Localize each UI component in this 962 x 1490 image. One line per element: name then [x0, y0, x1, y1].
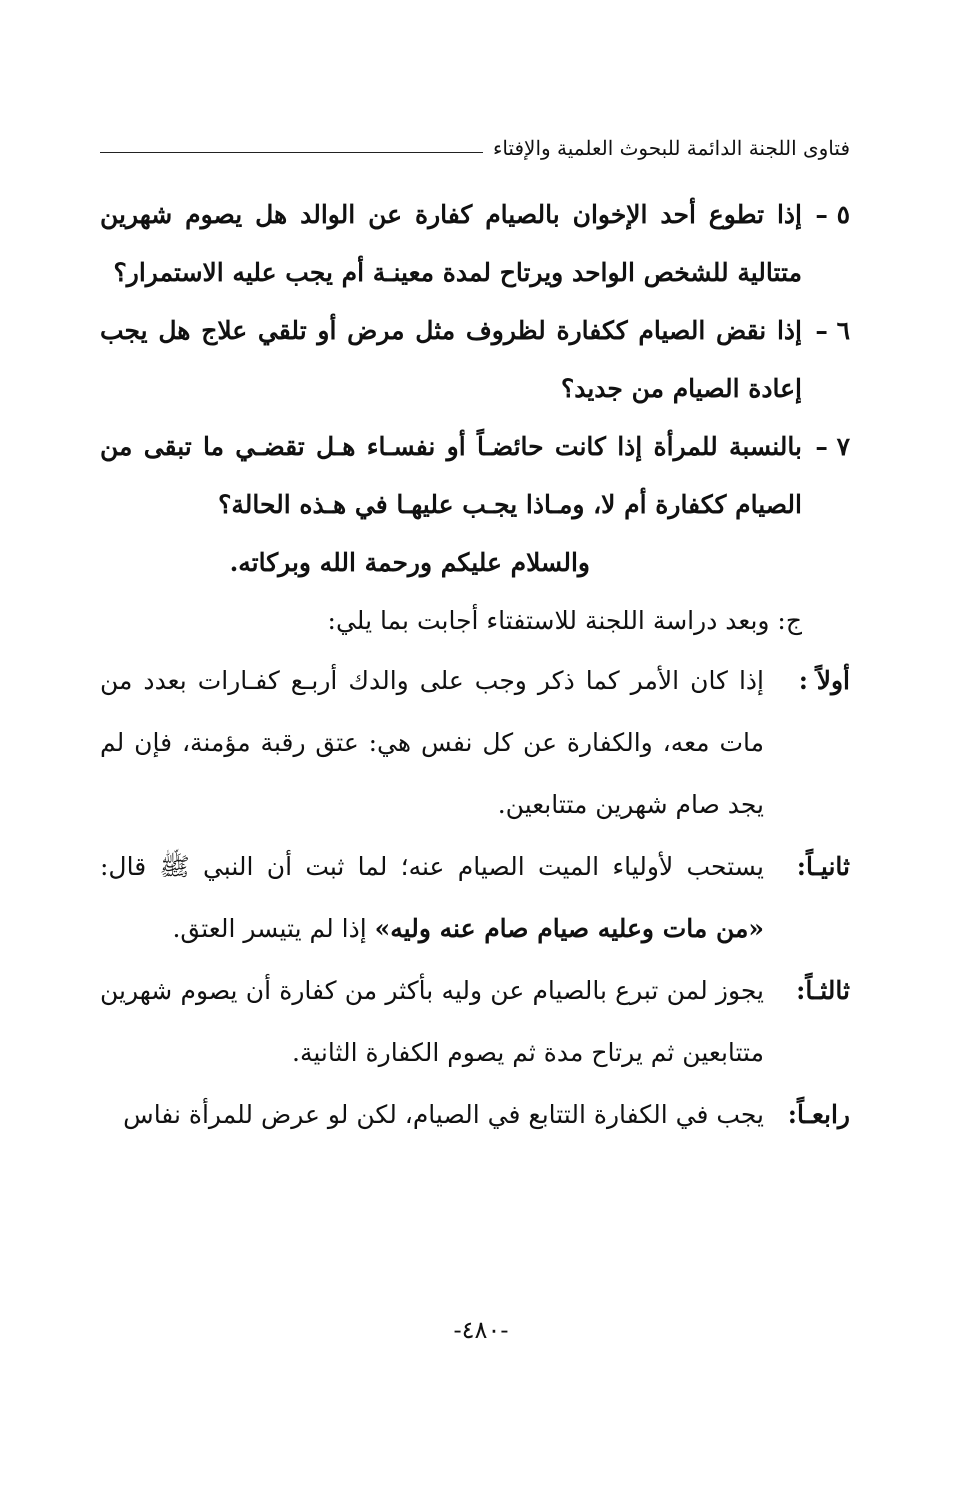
page-body — [100, 186, 850, 1146]
hadith-quote: «من مات وعليه صيام صام عنه وليه» — [374, 914, 764, 943]
page-number: -٤٨٠- — [453, 1316, 509, 1344]
point-label: أولاً : — [798, 666, 850, 695]
closing-greeting: والسلام عليكم ورحمة الله وبركاته. — [229, 548, 590, 577]
question-number: ٧ – — [815, 432, 850, 461]
point-text: يجوز لمن تبرع بالصيام عن وليه بأكثر من كفارة أن يصوم شهرين متتابعين ثم يرتاح مدة ثم يصوم الكفارة الثانية. — [100, 976, 764, 1067]
question-7 — [100, 418, 850, 534]
question-text: بالنسبة للمرأة إذا كانت حائضـاً أو نفسـاء هـل تقضـي ما تبقى من الصيام ككفارة أم لا، ومـاذا يجـب عليهـا في هـذه الحالة؟ — [100, 432, 802, 519]
point-text-continued: إذا لم يتيسر العتق. — [172, 914, 375, 943]
point-text: إذا كان الأمر كما ذكر وجب على والدك أربـع كفـارات بعدد من مات معه، والكفارة عن كل نفس هي: عتق رقبة مؤمنة، فإن لم يجد صام شهرين متتابعين. — [100, 666, 764, 819]
question-number: ٥ – — [815, 200, 850, 229]
question-5 — [100, 186, 850, 302]
running-header — [100, 136, 850, 166]
point-label: ثالثـاً: — [796, 976, 850, 1005]
header-title: فتاوى اللجنة الدائمة للبحوث العلمية والإفتاء — [483, 136, 850, 160]
point-text: يستحب لأولياء الميت الصيام عنه؛ لما ثبت أن النبي ﷺ قال: — [100, 852, 764, 881]
point-label: رابعـاً: — [787, 1100, 850, 1129]
question-6 — [100, 302, 850, 418]
answer-intro: ج: وبعد دراسة اللجنة للاستفتاء أجابت بما يلي: — [327, 606, 802, 635]
answer-point-4 — [100, 1084, 850, 1146]
question-text: إذا تطوع أحد الإخوان بالصيام كفارة عن الوالد هل يصوم شهرين متتالية للشخص الواحد ويرتاح لمدة معينـة أم يجب عليه الاستمرار؟ — [100, 200, 802, 287]
answer-point-1 — [100, 650, 850, 836]
point-text: يجب في الكفارة التتابع في الصيام، لكن لو عرض للمرأة نفاس — [123, 1100, 764, 1129]
question-number: ٦ – — [815, 316, 850, 345]
point-label: ثانيـاً: — [796, 852, 850, 881]
answer-point-3 — [100, 960, 850, 1084]
question-text: إذا نقض الصيام ككفارة لظروف مثل مرض أو تلقي علاج هل يجب إعادة الصيام من جديد؟ — [100, 316, 802, 403]
answer-point-2 — [100, 836, 850, 960]
